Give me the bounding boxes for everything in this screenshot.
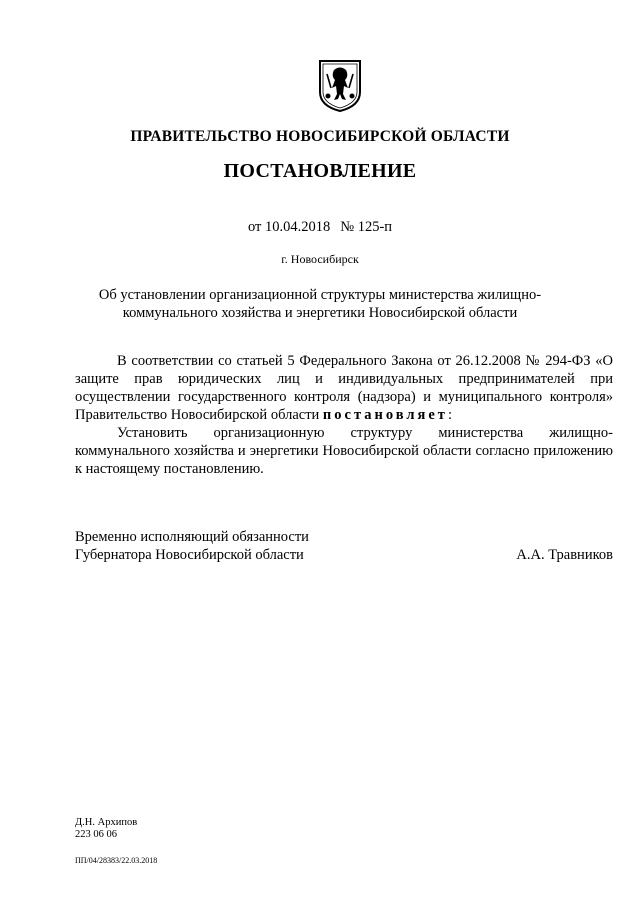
document-date-line bbox=[0, 219, 640, 236]
document-number: № 125-п bbox=[340, 219, 393, 235]
preamble-text: В соответствии со статьей 5 Федерального Закона от 26.12.2008 № 294-ФЗ «О защите прав юридических лиц и индивидуальных предпринимателей при осуществлении государственного контроля (надзора) и муниципального контроля» Правительство Новосибирской области bbox=[75, 353, 613, 423]
document-subject: Об установлении организационной структуры министерства жилищно-коммунального хозяйства и энергетики Новосибирской области bbox=[98, 287, 542, 321]
resolution-paragraph: Установить организационную структуру министерства жилищно-коммунального хозяйства и энергетики Новосибирской области согласно приложению к настоящему постановлению. bbox=[75, 425, 613, 477]
document-type: ПОСТАНОВЛЕНИЕ bbox=[223, 160, 417, 182]
document-city: г. Новосибирск bbox=[281, 252, 359, 266]
signatory-name: А.А. Травников bbox=[516, 547, 613, 563]
coat-of-arms-icon bbox=[317, 58, 363, 113]
executor-phone: 223 06 06 bbox=[75, 829, 117, 840]
signatory-title-line1: Временно исполняющий обязанности bbox=[75, 529, 309, 545]
signatory-title-line2: Губернатора Новосибирской области bbox=[75, 547, 304, 563]
document-reference: ПП/04/28383/22.03.2018 bbox=[75, 856, 158, 865]
executor-name: Д.Н. Архипов bbox=[75, 817, 138, 828]
resolves-keyword: постановляет bbox=[322, 407, 448, 423]
executor-block bbox=[75, 817, 137, 841]
signature-block bbox=[75, 528, 613, 564]
document-date: от 10.04.2018 bbox=[247, 219, 331, 235]
preamble-paragraph bbox=[75, 352, 613, 424]
organization-name: ПРАВИТЕЛЬСТВО НОВОСИБИРСКОЙ ОБЛАСТИ bbox=[130, 128, 510, 145]
preamble-end: : bbox=[447, 407, 452, 423]
